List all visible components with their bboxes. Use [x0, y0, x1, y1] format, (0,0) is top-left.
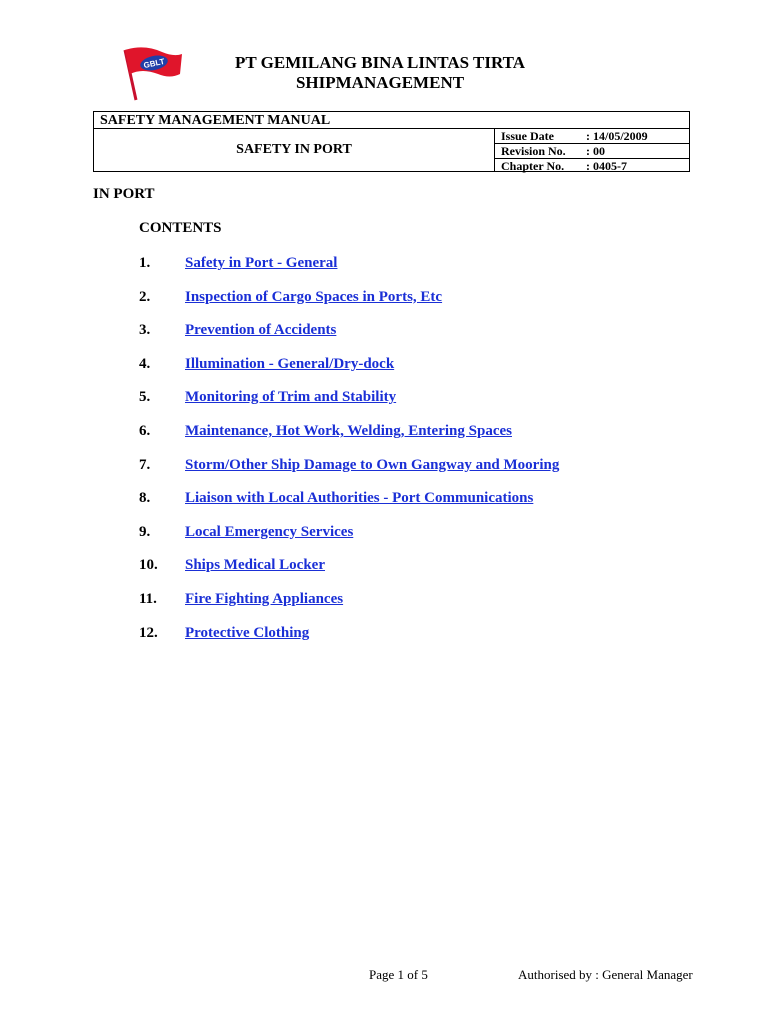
meta-key: Chapter No.	[501, 159, 565, 173]
toc-link-fire-fighting[interactable]: Fire Fighting Appliances	[185, 590, 344, 607]
company-logo	[122, 44, 184, 102]
toc-link-prevention-accidents[interactable]: Prevention of Accidents	[185, 322, 337, 339]
authorised-by: Authorised by : General Manager	[518, 967, 693, 982]
company-line-2: SHIPMANAGEMENT	[295, 73, 465, 92]
page-number: Page 1 of 5	[369, 967, 428, 982]
toc-number: 9.	[139, 523, 151, 540]
toc-link-inspection-cargo[interactable]: Inspection of Cargo Spaces in Ports, Etc	[185, 288, 443, 305]
meta-key: Issue Date	[501, 129, 554, 143]
meta-revision	[495, 144, 689, 158]
toc-item	[139, 555, 559, 589]
toc-number: 6.	[139, 422, 151, 439]
toc-link-storm-damage[interactable]: Storm/Other Ship Damage to Own Gangway and Mooring	[185, 456, 560, 473]
meta-issue-date	[495, 129, 689, 143]
toc-number: 11.	[139, 590, 157, 607]
meta-value: : 14/05/2009	[586, 129, 648, 143]
toc-link-liaison-authorities[interactable]: Liaison with Local Authorities - Port Communications	[185, 490, 534, 507]
document-header-table	[93, 111, 690, 172]
toc-number: 12.	[139, 624, 158, 641]
toc-number: 2.	[139, 288, 151, 305]
toc-item	[139, 488, 559, 522]
toc-number: 8.	[139, 490, 151, 507]
toc-item	[139, 455, 559, 489]
toc-link-illumination[interactable]: Illumination - General/Dry-dock	[185, 355, 395, 372]
toc-number: 10.	[139, 557, 158, 574]
meta-value: : 00	[586, 144, 605, 158]
contents-heading: CONTENTS	[139, 220, 222, 236]
toc-item	[139, 287, 559, 321]
manual-title: SAFETY MANAGEMENT MANUAL	[94, 112, 689, 129]
company-name	[180, 53, 580, 93]
toc-number: 3.	[139, 322, 151, 339]
toc-item	[139, 387, 559, 421]
toc-number: 5.	[139, 389, 151, 406]
flag-icon	[122, 44, 184, 102]
toc-link-protective-clothing[interactable]: Protective Clothing	[185, 624, 310, 641]
toc-number: 4.	[139, 355, 151, 372]
toc-item	[139, 354, 559, 388]
toc-link-trim-stability[interactable]: Monitoring of Trim and Stability	[185, 389, 397, 406]
section-title: SAFETY IN PORT	[94, 129, 495, 171]
toc-link-emergency-services[interactable]: Local Emergency Services	[185, 523, 354, 540]
toc-item	[139, 421, 559, 455]
company-line-1: PT GEMILANG BINA LINTAS TIRTA	[234, 53, 526, 72]
section-heading: IN PORT	[93, 186, 155, 202]
toc-item	[139, 589, 559, 623]
toc-link-safety-in-port[interactable]: Safety in Port - General	[185, 255, 338, 271]
meta-key: Revision No.	[501, 144, 566, 158]
logo-text: GBLT	[142, 56, 166, 71]
toc-link-maintenance-hot-work[interactable]: Maintenance, Hot Work, Welding, Entering Spaces	[185, 422, 512, 439]
document-meta	[495, 129, 689, 171]
toc-link-medical-locker[interactable]: Ships Medical Locker	[185, 557, 326, 574]
toc-item	[139, 253, 559, 287]
toc-item	[139, 320, 559, 354]
meta-value: : 0405-7	[586, 159, 627, 173]
table-of-contents	[139, 253, 559, 656]
toc-item	[139, 623, 559, 657]
toc-item	[139, 522, 559, 556]
meta-chapter	[495, 159, 689, 173]
toc-number: 7.	[139, 456, 151, 473]
toc-number: 1.	[139, 255, 151, 271]
